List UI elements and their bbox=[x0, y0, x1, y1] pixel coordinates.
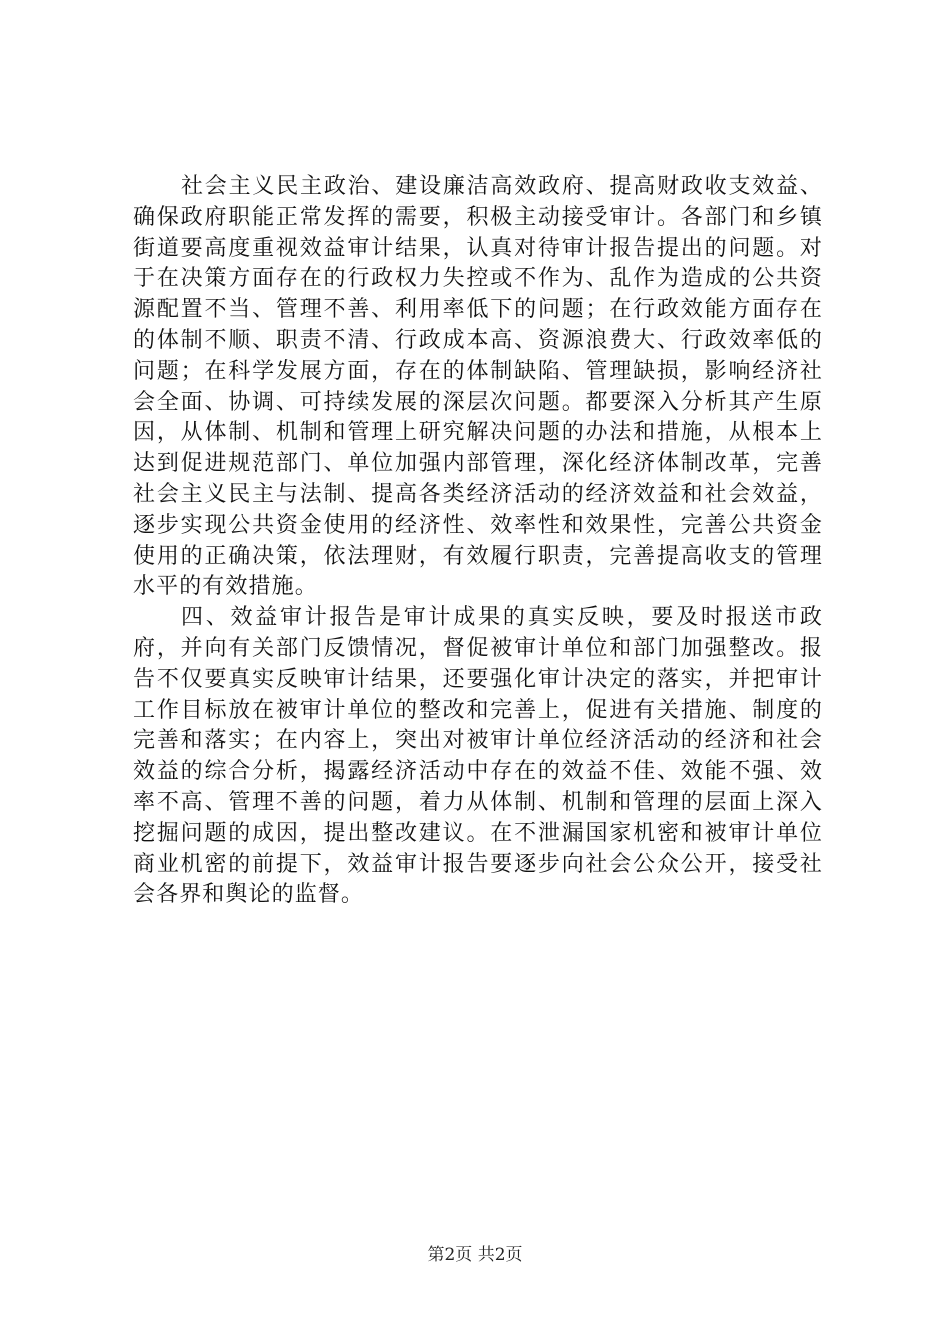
page-number-footer: 第2页 共2页 bbox=[427, 1245, 523, 1265]
paragraph-1: 社会主义民主政治、建设廉洁高效政府、提高财政收支效益、确保政府职能正常发挥的需要，积极主动接受审计。各部门和乡镇街道要高度重视效益审计结果，认真对待审计报告提出的问题。对于在决策方面存在的行政权力失控或不作为、乱作为造成的公共资源配置不当、管理不善、利用率低下的问题；在行政效能方面存在的体制不顺、职责不清、行政成本高、资源浪费大、行政效率低的问题；在科学发展方面，存在的体制缺陷、管理缺损，影响经济社会全面、协调、可持续发展的深层次问题。都要深入分析其产生原因，从体制、机制和管理上研究解决问题的办法和措施，从根本上达到促进规范部门、单位加强内部管理，深化经济体制改革，完善社会主义民主与法制、提高各类经济活动的经济效益和社会效益，逐步实现公共资金使用的经济性、效率性和效果性，完善公共资金使用的正确决策，依法理财，有效履行职责，完善提高收支的管理水平的有效措施。 bbox=[133, 174, 823, 600]
document-body bbox=[133, 172, 823, 911]
paragraph-2: 四、效益审计报告是审计成果的真实反映，要及时报送市政府，并向有关部门反馈情况，督促被审计单位和部门加强整改。报告不仅要真实反映审计结果，还要强化审计决定的落实，并把审计工作目标放在被审计单位的整改和完善上，促进有关措施、制度的完善和落实；在内容上，突出对被审计单位经济活动的经济和社会效益的综合分析，揭露经济活动中存在的效益不佳、效能不强、效率不高、管理不善的问题，着力从体制、机制和管理的层面上深入挖掘问题的成因，提出整改建议。在不泄漏国家机密和被审计单位商业机密的前提下，效益审计报告要逐步向社会公众公开，接受社会各界和舆论的监督。 bbox=[133, 605, 823, 908]
